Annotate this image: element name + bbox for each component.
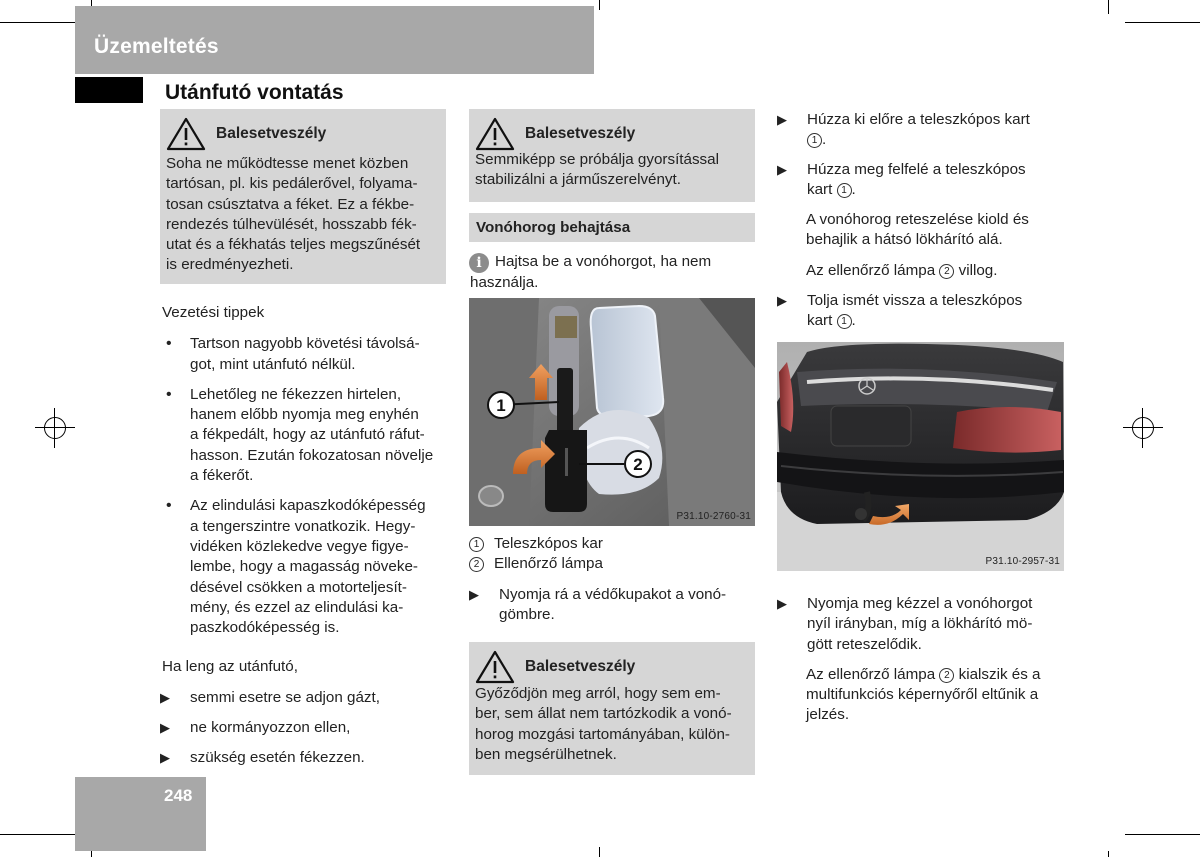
photo-illustration [469,298,755,526]
crop-mark [0,834,75,835]
ref-number: 1 [837,314,852,329]
subheading: Vonóhorog behajtása [469,213,755,242]
crop-mark [1108,0,1109,14]
warning-text: Győződjön meg arról, hogy sem em- ber, sem állat nem tartózkodik a vonó- horog mozgási tartományában, külön- ben megsérülhetnek. [475,685,732,764]
warning-triangle-icon [475,650,515,684]
sway-heading: Ha leng az utánfutó, [162,658,298,676]
warning-box [469,109,755,202]
step-arrow-icon: ▶ [469,586,479,602]
column-3 [777,110,1067,332]
info-icon: i [469,253,489,273]
column-1 [160,109,446,769]
photo-illustration [777,342,1064,571]
step-arrow-icon: ▶ [777,112,787,127]
ref-number: 1 [807,133,822,148]
legend-item [469,554,755,574]
step-item: ▶ Tolja ismét vissza a teleszkópos kart 1 . [777,291,1067,332]
tips-heading: Vezetési tippek [162,304,265,321]
bullet-text: Az elindulási kapaszkodóképesség a tengerszintre vonatkozik. Hegy- vidéken közlekedve vegye figye- lembe, hogy a magasság növeke- désével csökken a motorteljesít- mény, és ezzel az elindulási ka- paszkodóképesség is. [190,497,426,637]
step-item: ▶ szükség esetén fékezzen. [160,748,446,768]
warning-box [160,109,446,284]
bullet-dot: • [166,497,172,515]
ref-number: 1 [837,183,852,198]
warning-header [475,114,747,154]
warning-title: Balesetveszély [525,124,636,142]
step-item: ▶ Nyomja meg kézzel a vonóhorgot nyíl irányban, míg a lökhárító mö- gött reteszelődik. [777,594,1067,655]
warning-triangle-icon [166,117,206,151]
warning-title: Balesetveszély [216,124,327,142]
bullet-text: Tartson nagyobb követési távolsá- got, mint utánfutó nélkül. [190,335,420,373]
photo-code: P31.10-2760-31 [676,511,751,522]
car-rear-photo [777,342,1064,571]
step-item: ▶ semmi esetre se adjon gázt, [160,688,446,708]
callout-2-label: 2 [633,455,643,474]
bullet-text: Lehetőleg ne fékezzen hirtelen, hanem előbb nyomja meg enyhén a fékpedált, hogy az utánfutó ráfut- hasson. Ezután fokozatosan növelje a fékerőt. [190,385,434,485]
ref-number: 2 [939,668,954,683]
step-arrow-icon: ▶ [777,596,787,611]
bullet-dot: • [166,385,172,403]
callout-1-label: 1 [496,396,506,415]
list-item [160,496,446,638]
warning-header [166,114,438,154]
legend-text: Teleszkópos kar [494,535,603,552]
list-item [160,385,446,486]
step-item: ▶ Húzza ki előre a teleszkópos kart 1 . [777,110,1067,151]
step-item: ▶ ne kormányozzon ellen, [160,718,446,738]
warning-title: Balesetveszély [525,658,636,676]
registration-mark [35,408,75,448]
legend-number: 2 [469,557,484,572]
tow-hook-lever-photo [469,298,755,526]
column-3-lower [777,594,1067,726]
paragraph: Az ellenőrző lámpa 2 villog. [806,261,998,279]
step-arrow-icon: ▶ [160,720,170,736]
column-2-lower [469,534,755,775]
bullet-dot: • [166,335,172,353]
crop-mark [1125,22,1200,23]
step-arrow-icon: ▶ [777,293,787,309]
crop-mark [599,0,600,10]
crop-mark [0,22,75,23]
crop-mark [1108,851,1109,857]
legend-number: 1 [469,537,484,552]
section-marker [75,77,143,103]
section-title: Utánfutó vontatás [165,81,344,104]
legend-item [469,534,755,554]
step-item: ▶ Húzza meg felfelé a teleszkópos kart 1 . [777,160,1067,201]
step-arrow-icon: ▶ [160,750,170,766]
crop-mark [599,847,600,857]
step-arrow-icon: ▶ [160,689,170,705]
warning-text: Semmiképp se próbálja gyorsítással stabilizálni a járműszerelvényt. [475,151,719,189]
ref-number: 2 [939,264,954,279]
warning-text: Soha ne működtesse menet közben tartósan, pl. kis pedálerővel, folyama- tosan csúsztatva a féket. Ez a fékbe- rendezés túlhevülését, hosszabb fék- utat és a fékhatás teljes megszűnését is eredményezheti. [166,155,421,274]
warning-box [469,642,755,775]
legend-text: Ellenőrző lámpa [494,555,603,573]
photo-code: P31.10-2957-31 [985,556,1060,567]
chapter-title: Üzemeltetés [94,35,219,58]
step-arrow-icon: ▶ [777,161,787,177]
column-2 [469,109,755,293]
tip-note-cont: használja. [470,274,539,291]
paragraph: A vonóhorog reteszelése kiold és behajlik a hátsó lökhárító alá. [806,211,1029,249]
crop-mark [91,851,92,857]
page-number: 248 [164,786,193,805]
crop-mark [1125,834,1200,835]
step-item: ▶ Nyomja rá a védőkupakot a vonó- gömbre. [469,585,755,626]
paragraph: Az ellenőrző lámpa 2 kialszik és a multifunkciós képernyőről eltűnik a jelzés. [806,665,1041,724]
warning-triangle-icon [475,117,515,151]
warning-header [475,647,747,687]
list-item [160,334,446,375]
registration-mark [1123,408,1163,448]
tip-note: i Hajtsa be a vonóhorgot, ha nem [469,252,755,273]
